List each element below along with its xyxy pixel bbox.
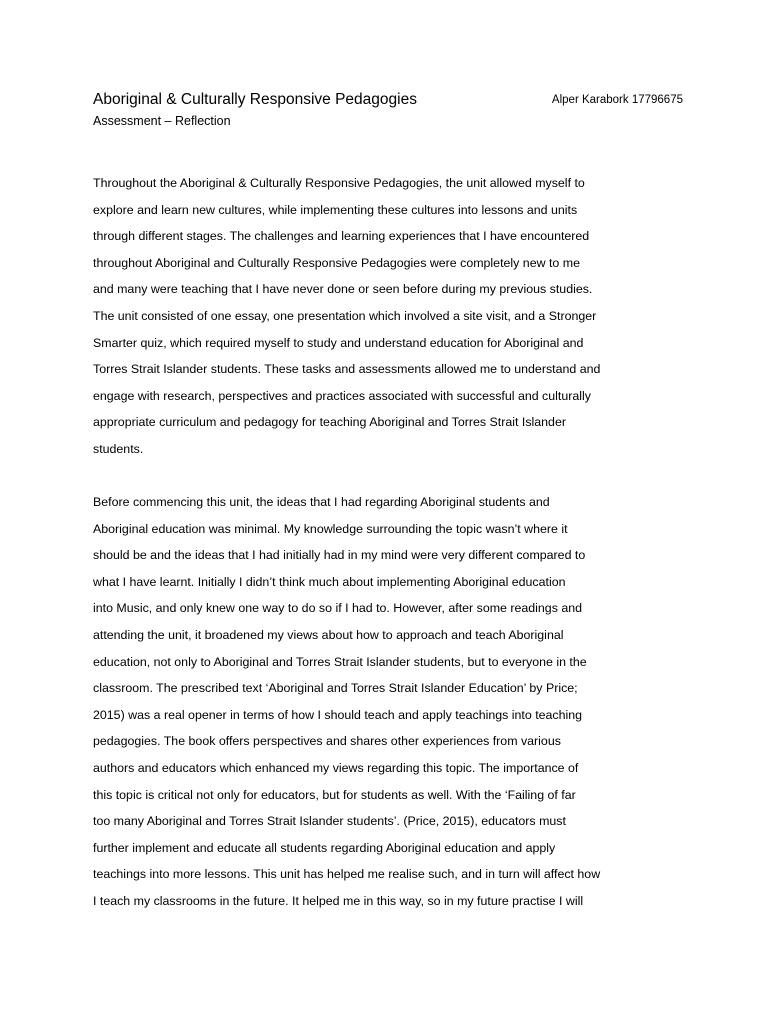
text-line: appropriate curriculum and pedagogy for teaching Aboriginal and Torres Strait Islander <box>93 415 566 430</box>
text-line: I teach my classrooms in the future. It helped me in this way, so in my future practise I will <box>93 893 584 908</box>
text-line: Smarter quiz, which required myself to study and understand education for Aboriginal and <box>93 335 584 350</box>
text-line: throughout Aboriginal and Culturally Responsive Pedagogies were completely new to me <box>93 255 580 270</box>
text-line: authors and educators which enhanced my views regarding this topic. The importance of <box>93 760 579 775</box>
text-line: explore and learn new cultures, while implementing these cultures into lessons and units <box>93 202 578 217</box>
paragraph <box>93 170 685 463</box>
text-line: further implement and educate all students regarding Aboriginal education and apply <box>93 840 556 855</box>
text-line: Torres Strait Islander students. These tasks and assessments allowed me to understand and <box>93 362 601 377</box>
text-line: what I have learnt. Initially I didn’t think much about implementing Aboriginal education <box>93 574 566 589</box>
text-line: classroom. The prescribed text ‘Aboriginal and Torres Strait Islander Education’ by Price; <box>93 681 578 696</box>
text-line: Before commencing this unit, the ideas that I had regarding Aboriginal students and <box>93 495 550 510</box>
text-line: and many were teaching that I have never done or seen before during my previous studies. <box>93 282 593 297</box>
text-line: into Music, and only knew one way to do so if I had to. However, after some readings and <box>93 601 583 616</box>
document-body <box>93 170 685 941</box>
paragraph <box>93 489 685 915</box>
text-line: students. <box>93 441 144 456</box>
text-line: 2015) was a real opener in terms of how I should teach and apply teachings into teaching <box>93 707 583 722</box>
document-header <box>93 89 683 111</box>
text-line: The unit consisted of one essay, one presentation which involved a site visit, and a Stronger <box>93 308 597 323</box>
text-line: should be and the ideas that I had initially had in my mind were very different compared to <box>93 548 586 563</box>
text-line: attending the unit, it broadened my views about how to approach and teach Aboriginal <box>93 628 564 642</box>
document-title: Aboriginal & Culturally Responsive Pedagogies <box>93 91 417 108</box>
text-line: pedagogies. The book offers perspectives and shares other experiences from various <box>93 734 561 749</box>
text-line: Throughout the Aboriginal & Culturally Responsive Pedagogies, the unit allowed myself to <box>93 176 585 190</box>
text-line: Aboriginal education was minimal. My knowledge surrounding the topic wasn’t where it <box>93 521 568 536</box>
text-line: teachings into more lessons. This unit has helped me realise such, and in turn will affect how <box>93 867 601 882</box>
text-line: engage with research, perspectives and practices associated with successful and culturally <box>93 388 591 403</box>
text-line: this topic is critical not only for educators, but for students as well. With the ‘Failing of far <box>93 787 576 802</box>
document-subtitle: Assessment – Reflection <box>93 114 231 128</box>
text-line: education, not only to Aboriginal and Torres Strait Islander students, but to everyone in the <box>93 654 587 669</box>
text-line: too many Aboriginal and Torres Strait Islander students’. (Price, 2015), educators must <box>93 814 566 829</box>
author-name-id: Alper Karabork 17796675 <box>551 94 683 106</box>
text-line: through different stages. The challenges and learning experiences that I have encountered <box>93 229 590 244</box>
